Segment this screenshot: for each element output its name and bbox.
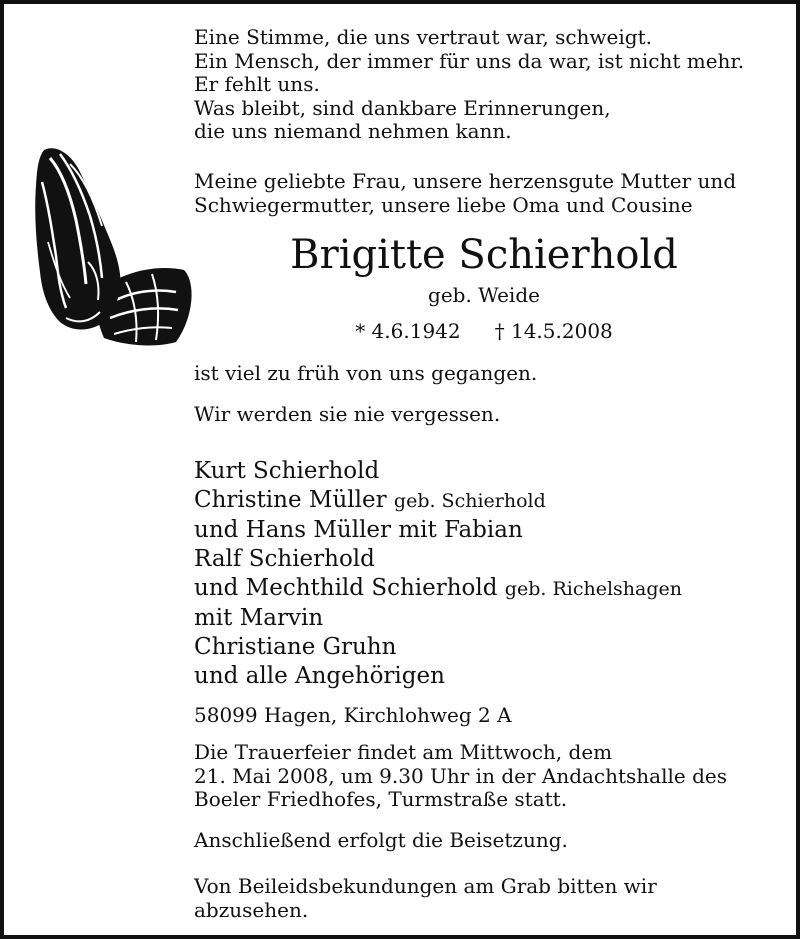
member-name: Christine Müller [194,487,387,513]
condolence-note [194,875,789,922]
passing-line: ist viel zu früh von uns gegangen. [194,361,538,385]
deceased-name: Brigitte Schierhold [290,232,678,278]
maiden-name: geb. Weide [428,283,540,307]
poem-line: Er fehlt uns. [194,72,320,96]
family-member [194,574,789,604]
family-member [194,633,789,662]
family-member [194,545,789,574]
family-member [194,662,789,691]
funeral-line: 21. Mai 2008, um 9.30 Uhr in der Andachtshalle des [194,763,727,788]
birth-date: * 4.6.1942 [355,319,461,343]
poem-line: Was bleibt, sind dankbare Erinnerungen, [194,95,611,120]
condolence-line: Von Beileidsbekundungen am Grab bitten wir [194,874,657,898]
poem-line: die uns niemand nehmen kann. [194,119,512,143]
funeral-line: Boeler Friedhofes, Turmstraße statt. [194,787,568,811]
member-name: Christiane Gruhn [194,634,397,660]
passing-text [194,362,789,386]
address-line: 58099 Hagen, Kirchlohweg 2 A [194,703,512,727]
condolence-line: abzusehen. [194,897,309,922]
member-name: und alle Angehörigen [194,663,445,689]
poem-line: Eine Stimme, die uns vertraut war, schweigt. [194,25,652,49]
address [194,704,789,728]
family-member [194,516,789,545]
member-name: und Mechthild Schierhold [194,575,498,601]
member-name: Ralf Schierhold [194,546,375,572]
family-member [194,457,789,486]
poem-line: Ein Mensch, der immer für uns da war, ist nicht mehr. [194,48,745,73]
burial-info [194,829,789,853]
intro-line: Meine geliebte Frau, unsere herzensgute Mutter und [194,169,737,193]
remembrance-text [194,403,789,427]
funeral-info [194,741,789,812]
member-name: mit Marvin [194,605,324,631]
praying-hands-icon [26,142,194,354]
member-note: geb. Schierhold [393,490,546,512]
remembrance-line: Wir werden sie nie vergessen. [194,402,501,426]
member-name: Kurt Schierhold [194,458,380,484]
poem [194,26,789,144]
member-note: geb. Richelshagen [504,578,682,600]
death-date: † 14.5.2008 [494,319,613,343]
family-list [194,457,789,691]
family-member [194,486,789,516]
life-dates [194,318,774,344]
intro-line: Schwiegermutter, unsere liebe Oma und Cousine [194,192,693,217]
burial-line: Anschließend erfolgt die Beisetzung. [194,828,568,852]
intro-text [194,170,789,217]
family-member [194,604,789,633]
funeral-line: Die Trauerfeier findet am Mittwoch, dem [194,740,613,764]
member-name: und Hans Müller mit Fabian [194,517,523,543]
